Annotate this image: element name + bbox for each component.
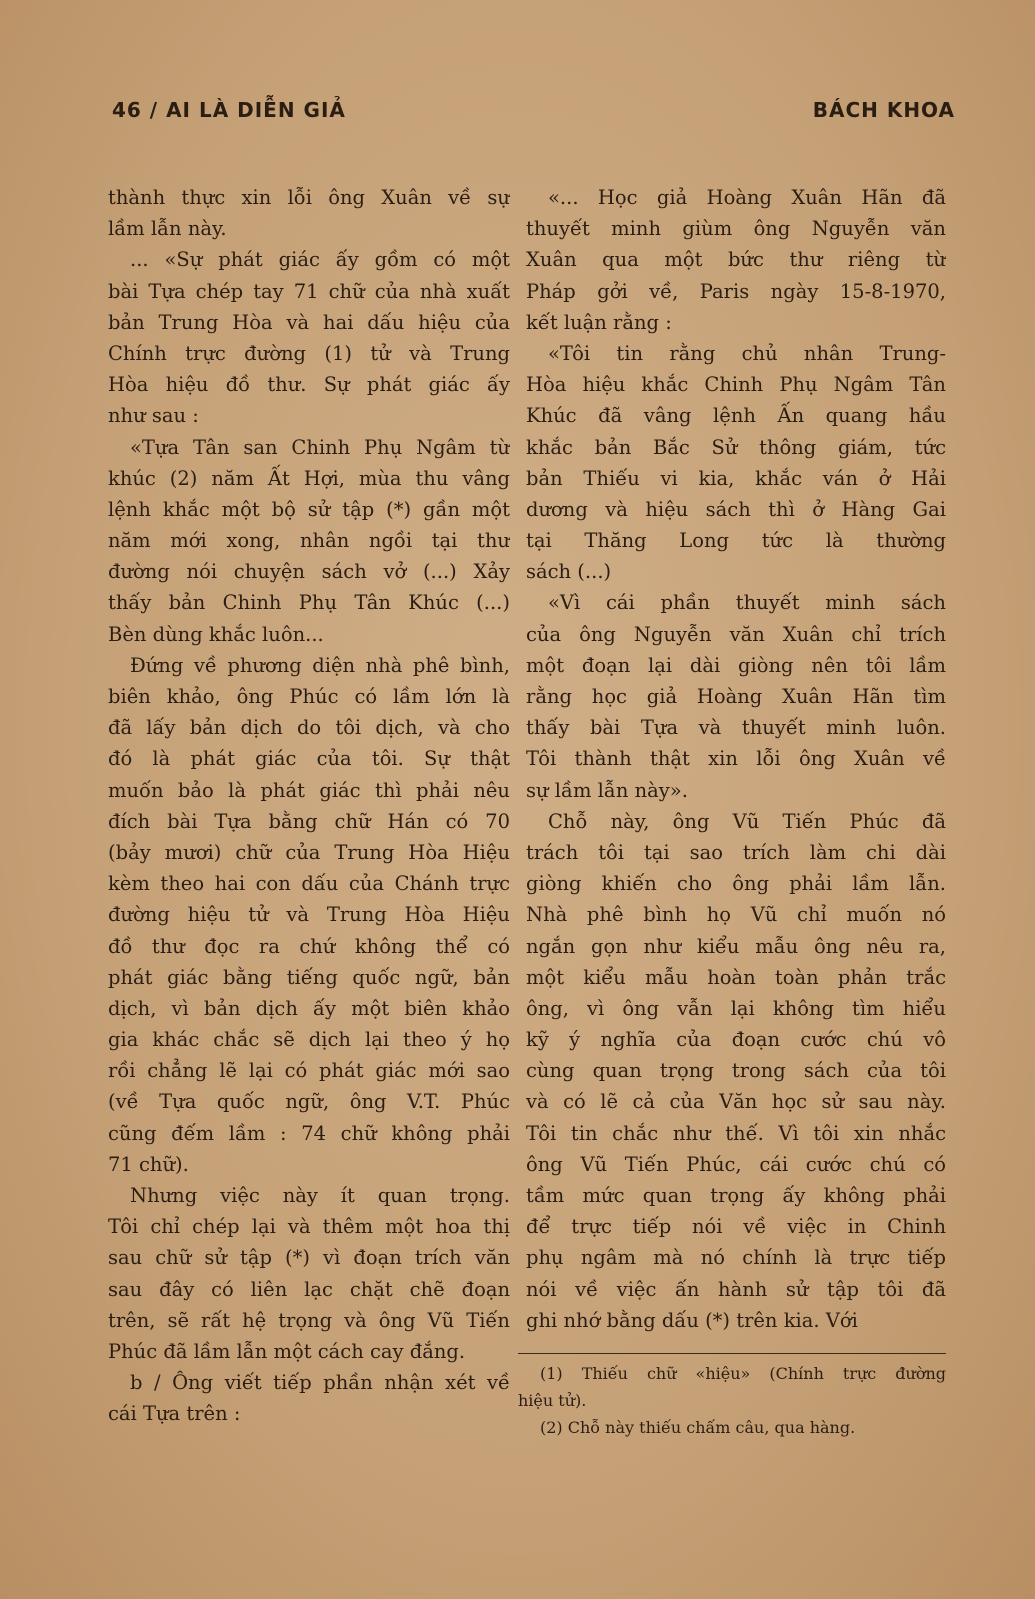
text-line: «Vì cái phần thuyết minh sách	[548, 591, 946, 615]
text-line: b / Ông viết tiếp phần nhận xét về	[130, 1371, 510, 1395]
text-line: đồ thư đọc ra chứ không thể có	[108, 934, 510, 958]
text-line: bản Thiếu vi kia, khắc ván ở Hải	[526, 466, 946, 490]
text-line: phát giác bằng tiếng quốc ngữ, bản	[108, 965, 510, 989]
text-line: 71 chữ).	[108, 1152, 189, 1176]
text-line: như sau :	[108, 404, 199, 428]
text-line: và có lẽ cả của Văn học sử sau này.	[526, 1090, 946, 1114]
text-line: sách (...)	[526, 560, 612, 584]
text-line: đường nói chuyện sách vở (...) Xảy	[108, 560, 510, 584]
text-line: thấy bài Tựa và thuyết minh luôn.	[526, 716, 946, 740]
text-line: dịch, vì bản dịch ấy một biên khảo	[108, 996, 510, 1020]
text-line: cũng đếm lầm : 74 chữ không phải	[108, 1121, 510, 1145]
text-line: trách tôi tại sao trích làm chi dài	[526, 840, 946, 864]
text-line: rồi chẳng lẽ lại có phát giác mới sao	[108, 1059, 510, 1083]
text-line: nói về việc ấn hành sử tập tôi đã	[526, 1277, 946, 1301]
text-line: đó là phát giác của tôi. Sự thật	[108, 747, 510, 771]
text-line: «Tựa Tân san Chinh Phụ Ngâm từ	[130, 435, 510, 459]
text-line: một kiểu mẫu hoàn toàn phản trắc	[526, 965, 946, 989]
text-line: Tôi tin chắc như thế. Vì tôi xin nhắc	[526, 1121, 946, 1145]
text-line: lầm lẫn này.	[108, 217, 227, 241]
left-text-column	[108, 182, 510, 1430]
text-line: đích bài Tựa bằng chữ Hán có 70	[108, 809, 510, 833]
text-line: muốn bảo là phát giác thì phải nêu	[108, 778, 510, 802]
text-line: sau chữ sử tập (*) vì đoạn trích văn	[108, 1246, 510, 1270]
text-line: năm mới xong, nhân ngồi tại thư	[108, 529, 510, 553]
text-line: dương và hiệu sách thì ở Hàng Gai	[526, 497, 946, 521]
text-line: ông, vì ông vẫn lại không tìm hiểu	[526, 996, 946, 1020]
text-line: bản Trung Hòa và hai dấu hiệu của	[108, 310, 510, 334]
text-line: của ông Nguyễn văn Xuân chỉ trích	[526, 622, 946, 646]
text-line: ghi nhớ bằng dấu (*) trên kia. Với	[526, 1308, 858, 1332]
footnote-line: hiệu tử).	[518, 1391, 587, 1410]
text-line: thuyết minh giùm ông Nguyễn văn	[526, 217, 946, 241]
text-line: Hòa hiệu khắc Chinh Phụ Ngâm Tân	[526, 373, 946, 397]
running-header	[112, 98, 955, 132]
text-line: sự lầm lẫn này».	[526, 778, 688, 802]
text-line: để trực tiếp nói về việc in Chinh	[526, 1215, 946, 1239]
text-line: cùng quan trọng trong sách của tôi	[526, 1059, 946, 1083]
text-line: khúc (2) năm Ất Hợi, mùa thu vâng	[108, 466, 510, 490]
text-line: giòng khiến cho ông phải lầm lẫn.	[526, 872, 946, 896]
text-line: «Tôi tin rằng chủ nhân Trung-	[548, 341, 946, 365]
text-line: (về Tựa quốc ngữ, ông V.T. Phúc	[108, 1090, 510, 1114]
text-line: biên khảo, ông Phúc có lầm lớn là	[108, 685, 510, 708]
text-line: thành thực xin lỗi ông Xuân về sự	[108, 186, 510, 209]
text-line: Nhưng việc này ít quan trọng.	[130, 1184, 510, 1207]
text-line: Xuân qua một bức thư riêng từ	[526, 248, 946, 272]
text-line: Tôi thành thật xin lỗi ông Xuân về	[526, 747, 946, 771]
text-line: tầm mức quan trọng ấy không phải	[526, 1184, 946, 1207]
text-line: Khúc đã vâng lệnh Ấn quang hầu	[526, 404, 946, 428]
text-line: một đoạn lại dài giòng nên tôi lầm	[526, 653, 946, 677]
text-line: phụ ngâm mà nó chính là trực tiếp	[526, 1246, 946, 1270]
text-line: Pháp gởi về, Paris ngày 15-8-1970,	[526, 279, 946, 303]
text-line: ngắn gọn như kiểu mẫu ông nêu ra,	[526, 934, 946, 958]
text-line: Nhà phê bình họ Vũ chỉ muốn nó	[526, 903, 946, 927]
text-line: Tôi chỉ chép lại và thêm một hoa thị	[108, 1215, 510, 1239]
text-line: khắc bản Bắc Sử thông giám, tức	[526, 435, 946, 459]
footnotes	[518, 1353, 946, 1441]
header-page-title: 46 / AI LÀ DIỄN GIẢ	[112, 98, 346, 122]
text-line: rằng học giả Hoàng Xuân Hãn tìm	[526, 685, 946, 708]
text-line: «... Học giả Hoàng Xuân Hãn đã	[548, 186, 946, 209]
text-line: kết luận rằng :	[526, 310, 672, 334]
text-line: Hòa hiệu đồ thư. Sự phát giác ấy	[108, 373, 510, 397]
text-line: thấy bản Chinh Phụ Tân Khúc (...)	[108, 591, 510, 615]
text-line: gia khác chắc sẽ dịch lại theo ý họ	[108, 1028, 510, 1052]
text-line: bài Tựa chép tay 71 chữ của nhà xuất	[108, 279, 510, 303]
text-line: Chính trực đường (1) tử và Trung	[108, 341, 510, 365]
text-line: tại Thăng Long tức là thường	[526, 529, 946, 553]
right-text-column	[526, 182, 946, 1336]
text-line: kỹ ý nghĩa của đoạn cước chú vô	[526, 1028, 946, 1052]
text-line: sau đây có liên lạc chặt chẽ đoạn	[108, 1277, 510, 1301]
text-line: (bảy mươi) chữ của Trung Hòa Hiệu	[108, 840, 510, 864]
text-line: Bèn dùng khắc luôn...	[108, 622, 324, 646]
text-line: Phúc đã lầm lẫn một cách cay đắng.	[108, 1339, 466, 1363]
text-line: ... «Sự phát giác ấy gồm có một	[130, 248, 510, 272]
text-line: kèm theo hai con dấu của Chánh trực	[108, 872, 510, 896]
text-line: ông Vũ Tiến Phúc, cái cước chú có	[526, 1152, 946, 1176]
header-journal-name: BÁCH KHOA	[812, 98, 955, 122]
text-line: cái Tựa trên :	[108, 1402, 241, 1426]
text-line: Đứng về phương diện nhà phê bình,	[130, 653, 510, 677]
text-line: đường hiệu tử và Trung Hòa Hiệu	[108, 903, 510, 927]
footnote-line: (2) Chỗ này thiếu chấm câu, qua hàng.	[540, 1418, 856, 1437]
text-line: đã lấy bản dịch do tôi dịch, và cho	[108, 716, 510, 740]
text-line: Chỗ này, ông Vũ Tiến Phúc đã	[548, 809, 946, 833]
text-line: lệnh khắc một bộ sử tập (*) gần một	[108, 497, 510, 521]
footnote-line: (1) Thiếu chữ «hiệu» (Chính trực đường	[540, 1364, 946, 1383]
text-line: trên, sẽ rất hệ trọng và ông Vũ Tiến	[108, 1308, 510, 1332]
